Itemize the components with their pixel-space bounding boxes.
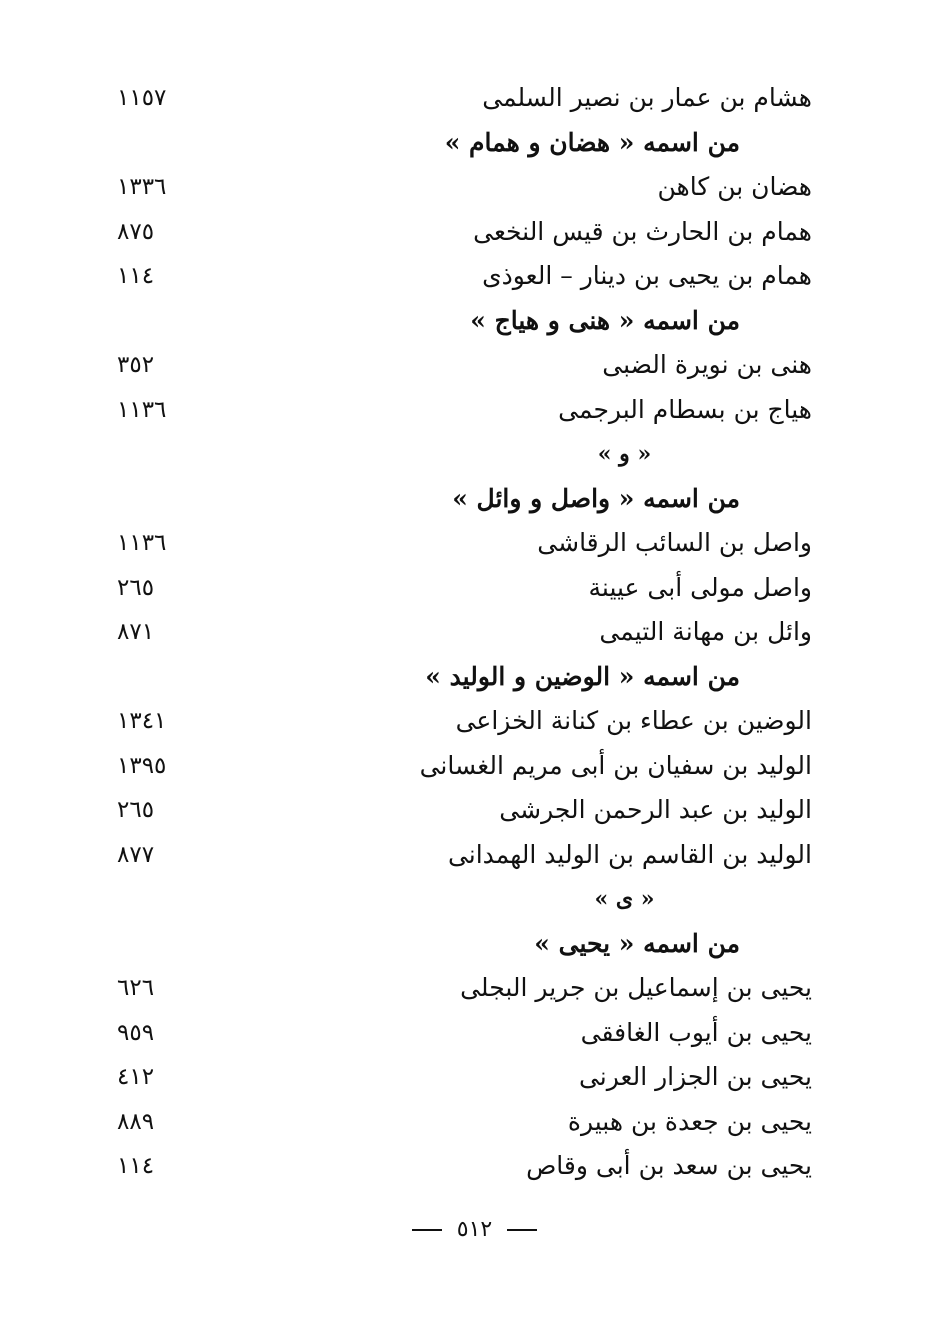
entry-number: ٢٦٥ xyxy=(117,797,155,823)
index-entry xyxy=(0,165,949,210)
entry-number: ١١٤ xyxy=(117,263,155,289)
entry-name: هنى بن نويرة الضبى xyxy=(602,350,812,379)
entry-number: ٨٨٩ xyxy=(117,1108,155,1135)
entry-number: ٢٦٥ xyxy=(117,574,155,601)
entry-name: واصل مولى أبى عيينة xyxy=(588,572,812,602)
index-entry xyxy=(0,744,949,789)
index-entry xyxy=(0,610,949,655)
index-entry xyxy=(0,1100,949,1145)
entry-name: الوضين بن عطاء بن كنانة الخزاعى xyxy=(455,706,812,735)
index-entry xyxy=(0,254,949,299)
entry-name: همام بن الحارث بن قيس النخعى xyxy=(473,216,812,246)
entry-name: يحيى بن جعدة بن هبيرة xyxy=(567,1106,812,1136)
entry-name: هشام بن عمار بن نصير السلمى xyxy=(482,83,812,112)
section-heading-row xyxy=(0,121,949,166)
page-footer xyxy=(0,1212,949,1248)
letter-divider: « و » xyxy=(597,441,652,467)
entry-number: ١٣٤١ xyxy=(117,708,167,734)
entry-name: يحيى بن سعد بن أبى وقاص xyxy=(526,1151,812,1180)
index-list xyxy=(0,76,949,1189)
entry-name: واصل بن السائب الرقاشى xyxy=(537,528,812,557)
entry-name: هضان بن كاهن xyxy=(657,172,812,201)
index-entry xyxy=(0,1055,949,1100)
index-entry xyxy=(0,788,949,833)
entry-number: ٨٧١ xyxy=(117,619,155,645)
entry-name: يحيى بن إسماعيل بن جرير البجلى xyxy=(460,973,812,1002)
index-entry xyxy=(0,566,949,611)
section-heading-row xyxy=(0,477,949,522)
entry-name: هياج بن بسطام البرجمى xyxy=(558,394,812,424)
index-entry xyxy=(0,1011,949,1056)
section-heading: من اسمه « يحيى » xyxy=(534,928,740,958)
index-entry xyxy=(0,521,949,566)
index-entry xyxy=(0,76,949,121)
entry-name: الوليد بن عبد الرحمن الجرشى xyxy=(499,795,812,824)
section-heading-row xyxy=(0,299,949,344)
entry-name: يحيى بن أيوب الغافقى xyxy=(580,1017,812,1047)
index-entry xyxy=(0,343,949,388)
entry-name: الوليد بن القاسم بن الوليد الهمدانى xyxy=(447,839,812,869)
section-heading-row xyxy=(0,922,949,967)
entry-number: ٩٥٩ xyxy=(117,1019,155,1046)
letter-divider-row xyxy=(0,432,949,477)
index-entry xyxy=(0,1144,949,1189)
entry-name: يحيى بن الجزار العرنى xyxy=(578,1062,812,1091)
section-heading: من اسمه « هضان و همام » xyxy=(444,127,740,157)
index-entry xyxy=(0,388,949,433)
entry-number: ١١٤ xyxy=(117,1153,155,1179)
entry-name: وائل بن مهانة التيمى xyxy=(599,617,812,646)
entry-number: ٣٥٢ xyxy=(117,352,155,378)
entry-name: همام بن يحيى بن دينار – العوذى xyxy=(482,261,812,290)
index-entry xyxy=(0,699,949,744)
section-heading-row xyxy=(0,655,949,700)
footer-dash-right xyxy=(507,1229,537,1231)
entry-number: ١١٥٧ xyxy=(117,85,167,111)
letter-divider-row xyxy=(0,877,949,922)
entry-number: ١١٣٦ xyxy=(117,530,167,556)
footer-dash-left xyxy=(412,1229,442,1231)
entry-number: ١٣٩٥ xyxy=(117,752,167,779)
entry-number: ٤١٢ xyxy=(117,1064,155,1090)
entry-name: الوليد بن سفيان بن أبى مريم الغسانى xyxy=(419,750,812,780)
index-entry xyxy=(0,966,949,1011)
index-entry xyxy=(0,210,949,255)
entry-number: ٨٧٥ xyxy=(117,218,155,245)
page-number: ٥١٢ xyxy=(456,1217,493,1242)
letter-divider: « ى » xyxy=(594,886,655,912)
entry-number: ٦٢٦ xyxy=(117,975,155,1001)
entry-number: ١١٣٦ xyxy=(117,396,167,423)
section-heading: من اسمه « هنى و هياج » xyxy=(470,305,740,335)
entry-number: ٨٧٧ xyxy=(117,841,155,868)
index-entry xyxy=(0,833,949,878)
section-heading: من اسمه « واصل و وائل » xyxy=(452,483,740,513)
entry-number: ١٣٣٦ xyxy=(117,174,167,200)
section-heading: من اسمه « الوضين و الوليد » xyxy=(425,661,740,691)
